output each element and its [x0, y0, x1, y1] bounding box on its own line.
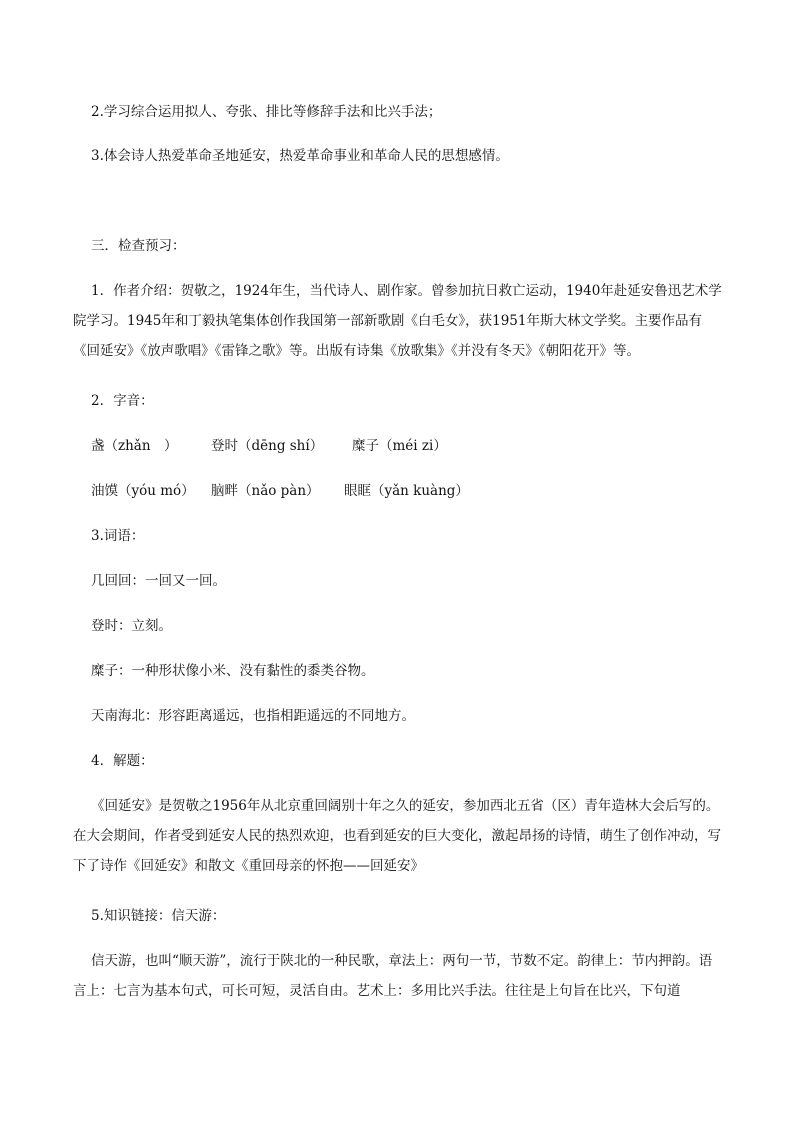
- pronunciation-entry: 糜子（méi zi）: [352, 438, 447, 454]
- goal-item-2: 2.学习综合运用拟人、夸张、排比等修辞手法和比兴手法；: [91, 104, 442, 120]
- goal-item-3: 3.体会诗人热爱革命圣地延安，热爱革命事业和革命人民的思想感情。: [91, 148, 509, 164]
- analysis-paragraph: [73, 791, 723, 881]
- vocab-item: 糜子：一种形状像小米、没有黏性的黍类谷物。: [91, 663, 375, 679]
- knowledge-paragraph: [73, 946, 723, 1006]
- vocab-item: 几回回：一回又一回。: [91, 573, 226, 589]
- analysis-text: 《回延安》是贺敬之1956年从北京重回阔别十年之久的延安，参加西北五省（区）青年造林大会后写的。在大会期间，作者受到延安人民的热烈欢迎，也看到延安的巨大变化，激起昂扬的诗情，萌生了创作冲动，写下了诗作《回延安》和散文《重回母亲的怀抱——回延安》: [73, 798, 721, 874]
- author-intro-text: 1．作者介绍：贺敬之，1924年生，当代诗人、剧作家。曾参加抗日救亡运动，1940年赴延安鲁迅艺术学院学习。1945年和丁毅执笔集体创作我国第一部新歌剧《白毛女》，获1951年斯大林文学奖。主要作品有《回延安》《放声歌唱》《雷锋之歌》等。出版有诗集《放歌集》《并没有冬天》《朝阳花开》等。: [73, 283, 722, 359]
- pronunciation-entry: 眼眶（yǎn kuàng）: [344, 483, 469, 499]
- analysis-title: 4．解题：: [91, 753, 154, 769]
- pronunciation-entry: 盏（zhǎn ）: [91, 438, 178, 454]
- vocab-item: 登时：立刻。: [91, 618, 172, 634]
- section-heading: 三．检查预习：: [91, 238, 186, 254]
- pronunciation-entry: 登时（dēng shí）: [211, 438, 324, 454]
- author-intro-paragraph: [73, 276, 723, 366]
- vocab-item: 天南海北：形容距离遥远，也指相距遥远的不同地方。: [91, 708, 415, 724]
- pronunciation-entry: 油馍（yóu mó）: [91, 483, 195, 499]
- knowledge-text: 信天游，也叫“顺天游”，流行于陕北的一种民歌，章法上：两句一节，节数不定。韵律上：节内押韵。语言上：七言为基本句式，可长可短，灵活自由。艺术上：多用比兴手法。往往是上句旨在比兴，下句道: [73, 953, 713, 999]
- pronunciation-entry: 脑畔（nǎo pàn）: [211, 483, 320, 499]
- pronunciation-title: 2．字音：: [91, 393, 154, 409]
- knowledge-title: 5.知识链接：信天游：: [91, 908, 226, 924]
- vocab-title: 3.词语：: [91, 528, 145, 544]
